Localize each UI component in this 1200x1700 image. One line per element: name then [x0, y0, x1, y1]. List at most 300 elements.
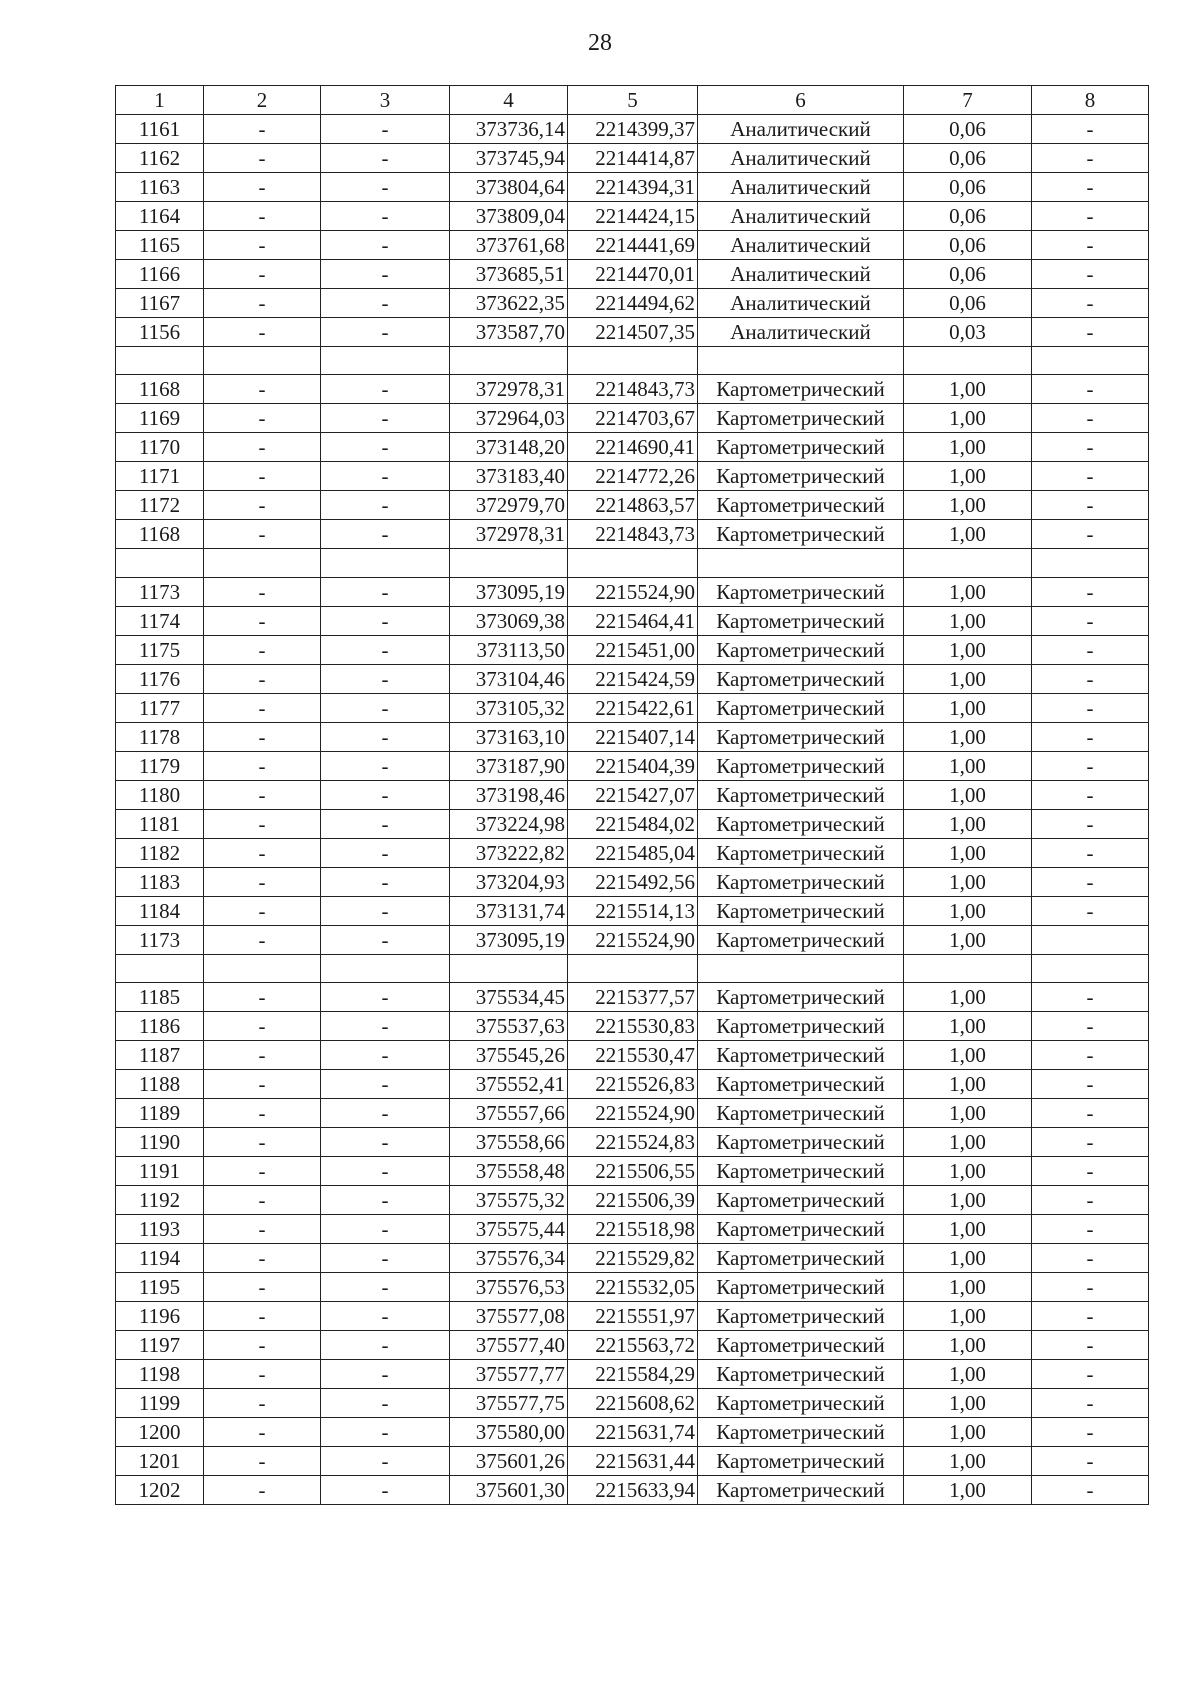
col3-cell: -	[321, 491, 450, 520]
y-coordinate-cell: 2214441,69	[568, 231, 698, 260]
accuracy-cell: 1,00	[904, 751, 1032, 780]
method-cell: Аналитический	[698, 318, 904, 347]
point-number-cell: 1202	[116, 1475, 204, 1504]
point-number-cell: 1167	[116, 289, 204, 318]
col2-cell: -	[204, 751, 321, 780]
x-coordinate-cell: 373224,98	[450, 809, 568, 838]
x-coordinate-cell: 375537,63	[450, 1011, 568, 1040]
table-row	[116, 1475, 1149, 1504]
col2-cell: -	[204, 1359, 321, 1388]
y-coordinate-cell: 2215492,56	[568, 867, 698, 896]
col2-cell: -	[204, 664, 321, 693]
method-cell: Картометрический	[698, 1243, 904, 1272]
x-coordinate-cell: 372964,03	[450, 404, 568, 433]
accuracy-cell: 1,00	[904, 664, 1032, 693]
col8-cell	[1032, 954, 1149, 982]
col3-cell: -	[321, 433, 450, 462]
col8-cell: -	[1032, 231, 1149, 260]
table-row	[116, 1272, 1149, 1301]
table-row	[116, 722, 1149, 751]
col3-cell: -	[321, 1156, 450, 1185]
separator-row	[116, 954, 1149, 982]
x-coordinate-cell: 373622,35	[450, 289, 568, 318]
point-number-cell: 1180	[116, 780, 204, 809]
col3-cell: -	[321, 375, 450, 404]
accuracy-cell: 1,00	[904, 1446, 1032, 1475]
point-number-cell: 1184	[116, 896, 204, 925]
point-number-cell: 1177	[116, 693, 204, 722]
col3-cell: -	[321, 231, 450, 260]
y-coordinate-cell: 2215608,62	[568, 1388, 698, 1417]
col2-cell: -	[204, 982, 321, 1011]
accuracy-cell: 1,00	[904, 433, 1032, 462]
col3-cell: -	[321, 462, 450, 491]
x-coordinate-cell: 372979,70	[450, 491, 568, 520]
table-row	[116, 202, 1149, 231]
x-coordinate-cell: 375575,44	[450, 1214, 568, 1243]
x-coordinate-cell: 373761,68	[450, 231, 568, 260]
col8-cell: -	[1032, 722, 1149, 751]
x-coordinate-cell: 375577,40	[450, 1330, 568, 1359]
method-cell: Картометрический	[698, 896, 904, 925]
x-coordinate-cell: 372978,31	[450, 375, 568, 404]
point-number-cell: 1156	[116, 318, 204, 347]
col2-cell: -	[204, 1040, 321, 1069]
x-coordinate-cell: 375557,66	[450, 1098, 568, 1127]
col8-cell: -	[1032, 520, 1149, 549]
col8-cell: -	[1032, 896, 1149, 925]
accuracy-cell: 0,06	[904, 173, 1032, 202]
x-coordinate-cell: 375575,32	[450, 1185, 568, 1214]
col3-cell: -	[321, 404, 450, 433]
accuracy-cell: 1,00	[904, 462, 1032, 491]
method-cell: Картометрический	[698, 1040, 904, 1069]
method-cell: Картометрический	[698, 1127, 904, 1156]
col8-cell: -	[1032, 1156, 1149, 1185]
point-number-cell: 1165	[116, 231, 204, 260]
col3-cell: -	[321, 606, 450, 635]
table-row	[116, 520, 1149, 549]
x-coordinate-cell: 373148,20	[450, 433, 568, 462]
header-cell-5: 5	[568, 86, 698, 115]
point-number-cell	[116, 954, 204, 982]
method-cell: Аналитический	[698, 144, 904, 173]
col3-cell	[321, 347, 450, 375]
table-row	[116, 289, 1149, 318]
col2-cell: -	[204, 1388, 321, 1417]
col8-cell: -	[1032, 867, 1149, 896]
col2-cell: -	[204, 1272, 321, 1301]
col8-cell: -	[1032, 1243, 1149, 1272]
method-cell	[698, 347, 904, 375]
col2-cell: -	[204, 693, 321, 722]
accuracy-cell: 0,03	[904, 318, 1032, 347]
x-coordinate-cell: 373113,50	[450, 635, 568, 664]
method-cell: Аналитический	[698, 173, 904, 202]
table-row	[116, 577, 1149, 606]
x-coordinate-cell: 373804,64	[450, 173, 568, 202]
col8-cell: -	[1032, 1069, 1149, 1098]
table-header-row	[116, 86, 1149, 115]
col2-cell: -	[204, 462, 321, 491]
col3-cell: -	[321, 1475, 450, 1504]
accuracy-cell: 1,00	[904, 1417, 1032, 1446]
col8-cell: -	[1032, 144, 1149, 173]
accuracy-cell: 1,00	[904, 1011, 1032, 1040]
col2-cell: -	[204, 231, 321, 260]
x-coordinate-cell: 373183,40	[450, 462, 568, 491]
coordinates-table	[115, 85, 1149, 1505]
y-coordinate-cell: 2215506,55	[568, 1156, 698, 1185]
col2-cell: -	[204, 1069, 321, 1098]
y-coordinate-cell: 2214843,73	[568, 520, 698, 549]
col3-cell: -	[321, 1243, 450, 1272]
col3-cell: -	[321, 144, 450, 173]
accuracy-cell: 1,00	[904, 1330, 1032, 1359]
y-coordinate-cell: 2215530,47	[568, 1040, 698, 1069]
col8-cell: -	[1032, 1359, 1149, 1388]
accuracy-cell: 1,00	[904, 635, 1032, 664]
method-cell: Картометрический	[698, 577, 904, 606]
header-cell-7: 7	[904, 86, 1032, 115]
col3-cell: -	[321, 1214, 450, 1243]
table-row	[116, 809, 1149, 838]
col2-cell: -	[204, 173, 321, 202]
y-coordinate-cell: 2214494,62	[568, 289, 698, 318]
y-coordinate-cell	[568, 347, 698, 375]
method-cell: Картометрический	[698, 1388, 904, 1417]
accuracy-cell: 1,00	[904, 1098, 1032, 1127]
col3-cell: -	[321, 520, 450, 549]
table-row	[116, 1214, 1149, 1243]
method-cell: Картометрический	[698, 867, 904, 896]
y-coordinate-cell: 2215404,39	[568, 751, 698, 780]
col3-cell: -	[321, 289, 450, 318]
point-number-cell: 1169	[116, 404, 204, 433]
method-cell: Картометрический	[698, 693, 904, 722]
y-coordinate-cell: 2215524,90	[568, 1098, 698, 1127]
col3-cell: -	[321, 1127, 450, 1156]
method-cell: Картометрический	[698, 606, 904, 635]
y-coordinate-cell: 2215551,97	[568, 1301, 698, 1330]
point-number-cell: 1163	[116, 173, 204, 202]
col8-cell: -	[1032, 115, 1149, 144]
header-cell-3: 3	[321, 86, 450, 115]
col3-cell: -	[321, 1272, 450, 1301]
x-coordinate-cell	[450, 347, 568, 375]
method-cell: Картометрический	[698, 1098, 904, 1127]
point-number-cell: 1199	[116, 1388, 204, 1417]
table-row	[116, 231, 1149, 260]
table-row	[116, 491, 1149, 520]
x-coordinate-cell: 373095,19	[450, 577, 568, 606]
col2-cell: -	[204, 491, 321, 520]
col3-cell: -	[321, 1388, 450, 1417]
x-coordinate-cell: 375601,30	[450, 1475, 568, 1504]
y-coordinate-cell: 2214414,87	[568, 144, 698, 173]
point-number-cell: 1185	[116, 982, 204, 1011]
y-coordinate-cell: 2215631,74	[568, 1417, 698, 1446]
col3-cell: -	[321, 982, 450, 1011]
point-number-cell: 1198	[116, 1359, 204, 1388]
header-cell-8: 8	[1032, 86, 1149, 115]
method-cell: Картометрический	[698, 780, 904, 809]
y-coordinate-cell: 2215464,41	[568, 606, 698, 635]
y-coordinate-cell: 2215424,59	[568, 664, 698, 693]
col2-cell: -	[204, 202, 321, 231]
accuracy-cell: 1,00	[904, 1156, 1032, 1185]
col8-cell: -	[1032, 202, 1149, 231]
x-coordinate-cell: 375552,41	[450, 1069, 568, 1098]
point-number-cell: 1195	[116, 1272, 204, 1301]
x-coordinate-cell: 372978,31	[450, 520, 568, 549]
y-coordinate-cell: 2215631,44	[568, 1446, 698, 1475]
col3-cell: -	[321, 1011, 450, 1040]
col2-cell	[204, 549, 321, 577]
col2-cell: -	[204, 520, 321, 549]
x-coordinate-cell: 375545,26	[450, 1040, 568, 1069]
col3-cell: -	[321, 1330, 450, 1359]
x-coordinate-cell	[450, 549, 568, 577]
point-number-cell: 1191	[116, 1156, 204, 1185]
col8-cell: -	[1032, 173, 1149, 202]
col2-cell: -	[204, 1243, 321, 1272]
col2-cell: -	[204, 809, 321, 838]
y-coordinate-cell: 2215485,04	[568, 838, 698, 867]
col8-cell: -	[1032, 606, 1149, 635]
col2-cell	[204, 347, 321, 375]
method-cell: Картометрический	[698, 809, 904, 838]
method-cell: Картометрический	[698, 1011, 904, 1040]
table-row	[116, 1417, 1149, 1446]
separator-row	[116, 347, 1149, 375]
method-cell: Картометрический	[698, 1156, 904, 1185]
header-cell-1: 1	[116, 86, 204, 115]
y-coordinate-cell: 2215506,39	[568, 1185, 698, 1214]
table-row	[116, 1446, 1149, 1475]
col8-cell: -	[1032, 1475, 1149, 1504]
point-number-cell: 1174	[116, 606, 204, 635]
method-cell: Аналитический	[698, 260, 904, 289]
table-row	[116, 318, 1149, 347]
table-row	[116, 1040, 1149, 1069]
y-coordinate-cell: 2214470,01	[568, 260, 698, 289]
y-coordinate-cell: 2215422,61	[568, 693, 698, 722]
accuracy-cell: 1,00	[904, 1127, 1032, 1156]
y-coordinate-cell: 2215633,94	[568, 1475, 698, 1504]
col2-cell: -	[204, 289, 321, 318]
col3-cell: -	[321, 1185, 450, 1214]
col3-cell: -	[321, 809, 450, 838]
point-number-cell: 1171	[116, 462, 204, 491]
col3-cell: -	[321, 693, 450, 722]
col2-cell: -	[204, 1156, 321, 1185]
col3-cell: -	[321, 318, 450, 347]
method-cell: Картометрический	[698, 925, 904, 954]
col8-cell: -	[1032, 404, 1149, 433]
method-cell: Картометрический	[698, 722, 904, 751]
col2-cell: -	[204, 404, 321, 433]
table-row	[116, 1359, 1149, 1388]
x-coordinate-cell	[450, 954, 568, 982]
method-cell: Картометрический	[698, 751, 904, 780]
point-number-cell: 1168	[116, 375, 204, 404]
accuracy-cell: 1,00	[904, 1388, 1032, 1417]
x-coordinate-cell: 373105,32	[450, 693, 568, 722]
x-coordinate-cell: 373736,14	[450, 115, 568, 144]
table-row	[116, 982, 1149, 1011]
col2-cell: -	[204, 606, 321, 635]
accuracy-cell: 1,00	[904, 1301, 1032, 1330]
x-coordinate-cell: 375580,00	[450, 1417, 568, 1446]
col3-cell: -	[321, 1040, 450, 1069]
col3-cell: -	[321, 1359, 450, 1388]
col2-cell: -	[204, 867, 321, 896]
col3-cell: -	[321, 1098, 450, 1127]
point-number-cell: 1188	[116, 1069, 204, 1098]
y-coordinate-cell: 2215407,14	[568, 722, 698, 751]
accuracy-cell: 1,00	[904, 838, 1032, 867]
accuracy-cell: 1,00	[904, 925, 1032, 954]
col2-cell: -	[204, 144, 321, 173]
col8-cell	[1032, 549, 1149, 577]
col2-cell: -	[204, 1446, 321, 1475]
col8-cell: -	[1032, 1214, 1149, 1243]
point-number-cell: 1187	[116, 1040, 204, 1069]
header-cell-2: 2	[204, 86, 321, 115]
point-number-cell: 1181	[116, 809, 204, 838]
col3-cell: -	[321, 1417, 450, 1446]
y-coordinate-cell: 2214424,15	[568, 202, 698, 231]
x-coordinate-cell: 373131,74	[450, 896, 568, 925]
x-coordinate-cell: 375534,45	[450, 982, 568, 1011]
col8-cell: -	[1032, 1330, 1149, 1359]
accuracy-cell: 1,00	[904, 606, 1032, 635]
method-cell: Картометрический	[698, 1446, 904, 1475]
point-number-cell: 1172	[116, 491, 204, 520]
col3-cell: -	[321, 1446, 450, 1475]
y-coordinate-cell: 2214394,31	[568, 173, 698, 202]
point-number-cell: 1176	[116, 664, 204, 693]
point-number-cell: 1162	[116, 144, 204, 173]
col8-cell: -	[1032, 1185, 1149, 1214]
table-row	[116, 1330, 1149, 1359]
accuracy-cell: 0,06	[904, 202, 1032, 231]
method-cell: Картометрический	[698, 491, 904, 520]
accuracy-cell: 0,06	[904, 260, 1032, 289]
col2-cell: -	[204, 577, 321, 606]
col2-cell: -	[204, 433, 321, 462]
method-cell: Картометрический	[698, 375, 904, 404]
table-row	[116, 751, 1149, 780]
x-coordinate-cell: 375558,66	[450, 1127, 568, 1156]
x-coordinate-cell: 373204,93	[450, 867, 568, 896]
method-cell: Картометрический	[698, 1359, 904, 1388]
accuracy-cell: 1,00	[904, 982, 1032, 1011]
col2-cell: -	[204, 1185, 321, 1214]
point-number-cell: 1197	[116, 1330, 204, 1359]
table-row	[116, 404, 1149, 433]
method-cell: Картометрический	[698, 982, 904, 1011]
x-coordinate-cell: 373222,82	[450, 838, 568, 867]
col8-cell: -	[1032, 1098, 1149, 1127]
y-coordinate-cell: 2214507,35	[568, 318, 698, 347]
method-cell: Картометрический	[698, 838, 904, 867]
method-cell: Картометрический	[698, 462, 904, 491]
col2-cell: -	[204, 260, 321, 289]
method-cell: Картометрический	[698, 1330, 904, 1359]
method-cell: Картометрический	[698, 520, 904, 549]
col2-cell: -	[204, 1011, 321, 1040]
accuracy-cell: 1,00	[904, 693, 1032, 722]
col8-cell: -	[1032, 433, 1149, 462]
point-number-cell	[116, 549, 204, 577]
header-cell-4: 4	[450, 86, 568, 115]
col3-cell: -	[321, 260, 450, 289]
table-row	[116, 664, 1149, 693]
table-row	[116, 780, 1149, 809]
col3-cell: -	[321, 635, 450, 664]
col2-cell: -	[204, 1098, 321, 1127]
accuracy-cell: 1,00	[904, 491, 1032, 520]
accuracy-cell: 1,00	[904, 780, 1032, 809]
point-number-cell: 1164	[116, 202, 204, 231]
col8-cell: -	[1032, 780, 1149, 809]
col3-cell: -	[321, 925, 450, 954]
y-coordinate-cell: 2214399,37	[568, 115, 698, 144]
table-row	[116, 606, 1149, 635]
col8-cell	[1032, 925, 1149, 954]
col3-cell: -	[321, 896, 450, 925]
method-cell: Аналитический	[698, 115, 904, 144]
col3-cell	[321, 549, 450, 577]
col8-cell: -	[1032, 1301, 1149, 1330]
accuracy-cell: 1,00	[904, 1243, 1032, 1272]
col8-cell: -	[1032, 577, 1149, 606]
table-row	[116, 1243, 1149, 1272]
table-row	[116, 173, 1149, 202]
y-coordinate-cell: 2215427,07	[568, 780, 698, 809]
table-row	[116, 838, 1149, 867]
x-coordinate-cell: 373198,46	[450, 780, 568, 809]
col8-cell: -	[1032, 635, 1149, 664]
method-cell: Картометрический	[698, 635, 904, 664]
table-row	[116, 433, 1149, 462]
y-coordinate-cell: 2215524,83	[568, 1127, 698, 1156]
accuracy-cell	[904, 549, 1032, 577]
x-coordinate-cell: 375576,53	[450, 1272, 568, 1301]
accuracy-cell	[904, 347, 1032, 375]
col8-cell: -	[1032, 260, 1149, 289]
y-coordinate-cell: 2215529,82	[568, 1243, 698, 1272]
col8-cell: -	[1032, 1446, 1149, 1475]
col2-cell: -	[204, 1301, 321, 1330]
table-row	[116, 462, 1149, 491]
table-row	[116, 1011, 1149, 1040]
accuracy-cell: 0,06	[904, 289, 1032, 318]
col8-cell: -	[1032, 1011, 1149, 1040]
method-cell: Аналитический	[698, 202, 904, 231]
accuracy-cell: 1,00	[904, 809, 1032, 838]
col3-cell: -	[321, 173, 450, 202]
table-row	[116, 1098, 1149, 1127]
method-cell: Картометрический	[698, 1185, 904, 1214]
col2-cell: -	[204, 1330, 321, 1359]
y-coordinate-cell: 2214703,67	[568, 404, 698, 433]
accuracy-cell: 1,00	[904, 375, 1032, 404]
col2-cell: -	[204, 1475, 321, 1504]
y-coordinate-cell: 2215514,13	[568, 896, 698, 925]
